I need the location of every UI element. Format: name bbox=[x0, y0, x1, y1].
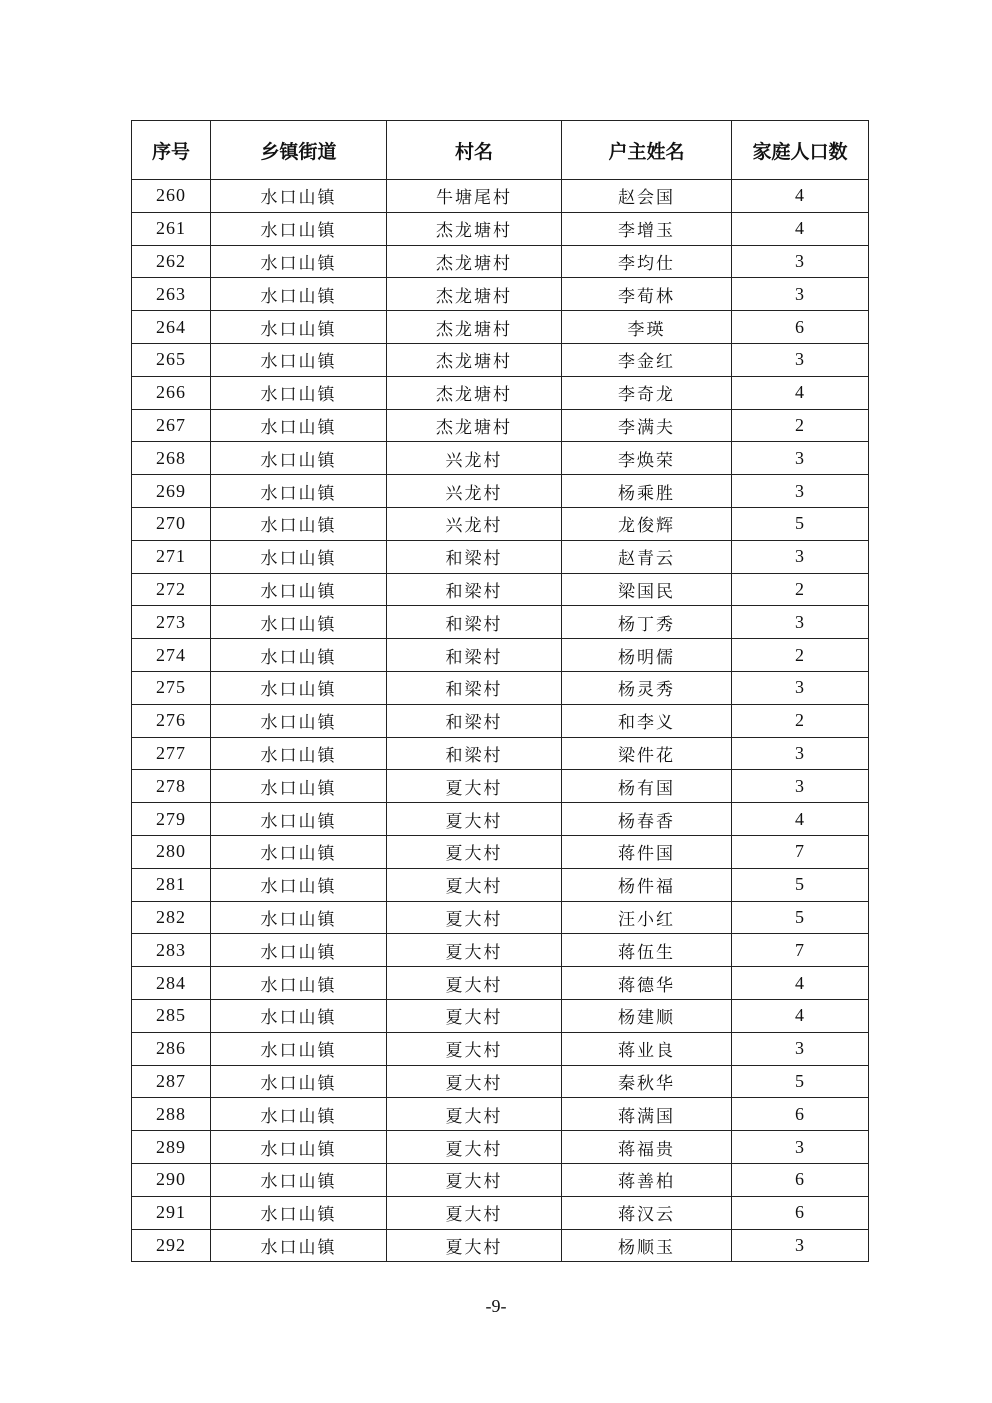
cell-village: 和梁村 bbox=[387, 704, 562, 737]
cell-village: 夏大村 bbox=[387, 999, 562, 1032]
cell-seq: 285 bbox=[132, 999, 211, 1032]
table-row bbox=[132, 671, 869, 704]
cell-village: 夏大村 bbox=[387, 1131, 562, 1164]
cell-family-size: 5 bbox=[732, 868, 869, 901]
header-village: 村名 bbox=[387, 121, 562, 180]
cell-seq: 287 bbox=[132, 1065, 211, 1098]
header-township: 乡镇街道 bbox=[211, 121, 387, 180]
cell-family-size: 3 bbox=[732, 245, 869, 278]
cell-householder: 汪小红 bbox=[562, 901, 732, 934]
table-row bbox=[132, 1131, 869, 1164]
table-row bbox=[132, 573, 869, 606]
cell-householder: 杨春香 bbox=[562, 803, 732, 836]
cell-householder: 蒋伍生 bbox=[562, 934, 732, 967]
cell-householder: 杨丁秀 bbox=[562, 606, 732, 639]
table-row bbox=[132, 442, 869, 475]
table-row bbox=[132, 311, 869, 344]
cell-seq: 282 bbox=[132, 901, 211, 934]
table-body bbox=[132, 180, 869, 1262]
cell-village: 杰龙塘村 bbox=[387, 343, 562, 376]
table-row bbox=[132, 475, 869, 508]
cell-seq: 273 bbox=[132, 606, 211, 639]
cell-seq: 262 bbox=[132, 245, 211, 278]
cell-township: 水口山镇 bbox=[211, 835, 387, 868]
cell-householder: 梁国民 bbox=[562, 573, 732, 606]
cell-family-size: 4 bbox=[732, 967, 869, 1000]
cell-township: 水口山镇 bbox=[211, 704, 387, 737]
table-row bbox=[132, 212, 869, 245]
cell-seq: 260 bbox=[132, 180, 211, 213]
cell-family-size: 7 bbox=[732, 934, 869, 967]
table-row bbox=[132, 770, 869, 803]
cell-village: 兴龙村 bbox=[387, 442, 562, 475]
table-row bbox=[132, 540, 869, 573]
table-row bbox=[132, 278, 869, 311]
cell-householder: 蒋福贵 bbox=[562, 1131, 732, 1164]
table-row bbox=[132, 934, 869, 967]
cell-township: 水口山镇 bbox=[211, 606, 387, 639]
cell-seq: 275 bbox=[132, 671, 211, 704]
cell-householder: 赵青云 bbox=[562, 540, 732, 573]
cell-township: 水口山镇 bbox=[211, 803, 387, 836]
cell-householder: 蒋德华 bbox=[562, 967, 732, 1000]
cell-village: 夏大村 bbox=[387, 1229, 562, 1262]
table-row bbox=[132, 1163, 869, 1196]
cell-family-size: 2 bbox=[732, 573, 869, 606]
table-row bbox=[132, 409, 869, 442]
cell-seq: 261 bbox=[132, 212, 211, 245]
cell-township: 水口山镇 bbox=[211, 934, 387, 967]
cell-township: 水口山镇 bbox=[211, 639, 387, 672]
cell-seq: 289 bbox=[132, 1131, 211, 1164]
table-row bbox=[132, 1032, 869, 1065]
cell-householder: 李增玉 bbox=[562, 212, 732, 245]
cell-householder: 李奇龙 bbox=[562, 376, 732, 409]
table-row bbox=[132, 835, 869, 868]
cell-village: 和梁村 bbox=[387, 573, 562, 606]
cell-township: 水口山镇 bbox=[211, 212, 387, 245]
cell-seq: 271 bbox=[132, 540, 211, 573]
cell-seq: 291 bbox=[132, 1196, 211, 1229]
cell-township: 水口山镇 bbox=[211, 967, 387, 1000]
cell-township: 水口山镇 bbox=[211, 1163, 387, 1196]
table-row bbox=[132, 376, 869, 409]
cell-township: 水口山镇 bbox=[211, 376, 387, 409]
cell-seq: 266 bbox=[132, 376, 211, 409]
cell-seq: 290 bbox=[132, 1163, 211, 1196]
cell-township: 水口山镇 bbox=[211, 737, 387, 770]
cell-family-size: 2 bbox=[732, 704, 869, 737]
cell-family-size: 3 bbox=[732, 1229, 869, 1262]
cell-family-size: 3 bbox=[732, 671, 869, 704]
cell-village: 夏大村 bbox=[387, 901, 562, 934]
cell-village: 牛塘尾村 bbox=[387, 180, 562, 213]
cell-village: 和梁村 bbox=[387, 540, 562, 573]
cell-householder: 蒋满国 bbox=[562, 1098, 732, 1131]
cell-township: 水口山镇 bbox=[211, 475, 387, 508]
cell-village: 杰龙塘村 bbox=[387, 245, 562, 278]
cell-township: 水口山镇 bbox=[211, 540, 387, 573]
cell-village: 兴龙村 bbox=[387, 475, 562, 508]
cell-township: 水口山镇 bbox=[211, 180, 387, 213]
cell-householder: 蒋件国 bbox=[562, 835, 732, 868]
cell-family-size: 3 bbox=[732, 770, 869, 803]
cell-householder: 秦秋华 bbox=[562, 1065, 732, 1098]
cell-township: 水口山镇 bbox=[211, 343, 387, 376]
cell-seq: 268 bbox=[132, 442, 211, 475]
cell-family-size: 4 bbox=[732, 803, 869, 836]
cell-village: 和梁村 bbox=[387, 737, 562, 770]
cell-township: 水口山镇 bbox=[211, 868, 387, 901]
cell-householder: 龙俊辉 bbox=[562, 507, 732, 540]
cell-township: 水口山镇 bbox=[211, 278, 387, 311]
cell-householder: 李焕荣 bbox=[562, 442, 732, 475]
cell-seq: 279 bbox=[132, 803, 211, 836]
cell-township: 水口山镇 bbox=[211, 901, 387, 934]
cell-householder: 杨建顺 bbox=[562, 999, 732, 1032]
cell-family-size: 4 bbox=[732, 999, 869, 1032]
cell-seq: 292 bbox=[132, 1229, 211, 1262]
table-row bbox=[132, 606, 869, 639]
cell-family-size: 3 bbox=[732, 343, 869, 376]
cell-seq: 263 bbox=[132, 278, 211, 311]
cell-seq: 264 bbox=[132, 311, 211, 344]
table-row bbox=[132, 901, 869, 934]
cell-householder: 杨乘胜 bbox=[562, 475, 732, 508]
cell-family-size: 3 bbox=[732, 540, 869, 573]
cell-family-size: 5 bbox=[732, 507, 869, 540]
cell-village: 夏大村 bbox=[387, 967, 562, 1000]
cell-seq: 272 bbox=[132, 573, 211, 606]
cell-township: 水口山镇 bbox=[211, 1131, 387, 1164]
cell-seq: 280 bbox=[132, 835, 211, 868]
cell-township: 水口山镇 bbox=[211, 1032, 387, 1065]
cell-township: 水口山镇 bbox=[211, 1098, 387, 1131]
cell-township: 水口山镇 bbox=[211, 442, 387, 475]
cell-seq: 269 bbox=[132, 475, 211, 508]
header-seq: 序号 bbox=[132, 121, 211, 180]
cell-family-size: 3 bbox=[732, 1131, 869, 1164]
cell-township: 水口山镇 bbox=[211, 1065, 387, 1098]
page-number: -9- bbox=[485, 1296, 507, 1316]
cell-family-size: 6 bbox=[732, 1098, 869, 1131]
cell-seq: 288 bbox=[132, 1098, 211, 1131]
cell-family-size: 6 bbox=[732, 1163, 869, 1196]
cell-householder: 蒋汉云 bbox=[562, 1196, 732, 1229]
cell-family-size: 2 bbox=[732, 409, 869, 442]
table-row bbox=[132, 868, 869, 901]
table-row bbox=[132, 1098, 869, 1131]
cell-family-size: 3 bbox=[732, 1032, 869, 1065]
cell-householder: 李满夫 bbox=[562, 409, 732, 442]
cell-village: 夏大村 bbox=[387, 868, 562, 901]
cell-village: 夏大村 bbox=[387, 1163, 562, 1196]
cell-family-size: 5 bbox=[732, 901, 869, 934]
cell-family-size: 5 bbox=[732, 1065, 869, 1098]
cell-seq: 286 bbox=[132, 1032, 211, 1065]
cell-householder: 赵会国 bbox=[562, 180, 732, 213]
cell-family-size: 2 bbox=[732, 639, 869, 672]
cell-family-size: 6 bbox=[732, 311, 869, 344]
cell-family-size: 3 bbox=[732, 475, 869, 508]
table-row bbox=[132, 1065, 869, 1098]
cell-village: 杰龙塘村 bbox=[387, 409, 562, 442]
cell-family-size: 3 bbox=[732, 606, 869, 639]
table-row bbox=[132, 999, 869, 1032]
cell-householder: 蒋善柏 bbox=[562, 1163, 732, 1196]
cell-village: 杰龙塘村 bbox=[387, 311, 562, 344]
cell-village: 夏大村 bbox=[387, 1065, 562, 1098]
cell-family-size: 4 bbox=[732, 212, 869, 245]
cell-householder: 杨件福 bbox=[562, 868, 732, 901]
cell-village: 夏大村 bbox=[387, 1098, 562, 1131]
cell-seq: 265 bbox=[132, 343, 211, 376]
cell-township: 水口山镇 bbox=[211, 1229, 387, 1262]
cell-family-size: 3 bbox=[732, 737, 869, 770]
cell-householder: 李荀林 bbox=[562, 278, 732, 311]
table-row bbox=[132, 343, 869, 376]
cell-seq: 274 bbox=[132, 639, 211, 672]
cell-seq: 278 bbox=[132, 770, 211, 803]
table-row bbox=[132, 967, 869, 1000]
table-row bbox=[132, 180, 869, 213]
cell-village: 夏大村 bbox=[387, 835, 562, 868]
header-row bbox=[132, 121, 869, 180]
cell-village: 夏大村 bbox=[387, 1032, 562, 1065]
cell-seq: 270 bbox=[132, 507, 211, 540]
cell-householder: 杨顺玉 bbox=[562, 1229, 732, 1262]
cell-seq: 284 bbox=[132, 967, 211, 1000]
cell-family-size: 4 bbox=[732, 180, 869, 213]
cell-township: 水口山镇 bbox=[211, 770, 387, 803]
table-row bbox=[132, 639, 869, 672]
cell-village: 夏大村 bbox=[387, 1196, 562, 1229]
header-householder: 户主姓名 bbox=[562, 121, 732, 180]
cell-township: 水口山镇 bbox=[211, 311, 387, 344]
cell-householder: 梁件花 bbox=[562, 737, 732, 770]
household-table bbox=[131, 120, 869, 1262]
cell-householder: 杨有国 bbox=[562, 770, 732, 803]
cell-seq: 283 bbox=[132, 934, 211, 967]
table-row bbox=[132, 507, 869, 540]
cell-village: 夏大村 bbox=[387, 770, 562, 803]
cell-village: 杰龙塘村 bbox=[387, 212, 562, 245]
cell-village: 和梁村 bbox=[387, 671, 562, 704]
cell-householder: 蒋业良 bbox=[562, 1032, 732, 1065]
cell-village: 杰龙塘村 bbox=[387, 376, 562, 409]
cell-village: 杰龙塘村 bbox=[387, 278, 562, 311]
table-row bbox=[132, 1196, 869, 1229]
cell-seq: 277 bbox=[132, 737, 211, 770]
table-row bbox=[132, 245, 869, 278]
cell-village: 夏大村 bbox=[387, 803, 562, 836]
cell-family-size: 3 bbox=[732, 442, 869, 475]
header-family-size: 家庭人口数 bbox=[732, 121, 869, 180]
cell-seq: 267 bbox=[132, 409, 211, 442]
cell-township: 水口山镇 bbox=[211, 999, 387, 1032]
cell-village: 夏大村 bbox=[387, 934, 562, 967]
table-row bbox=[132, 737, 869, 770]
cell-township: 水口山镇 bbox=[211, 573, 387, 606]
cell-township: 水口山镇 bbox=[211, 671, 387, 704]
cell-family-size: 4 bbox=[732, 376, 869, 409]
cell-householder: 杨明儒 bbox=[562, 639, 732, 672]
table-row bbox=[132, 1229, 869, 1262]
cell-township: 水口山镇 bbox=[211, 409, 387, 442]
cell-village: 兴龙村 bbox=[387, 507, 562, 540]
cell-seq: 281 bbox=[132, 868, 211, 901]
cell-householder: 杨灵秀 bbox=[562, 671, 732, 704]
table-row bbox=[132, 803, 869, 836]
cell-village: 和梁村 bbox=[387, 606, 562, 639]
cell-township: 水口山镇 bbox=[211, 507, 387, 540]
cell-family-size: 7 bbox=[732, 835, 869, 868]
cell-householder: 李瑛 bbox=[562, 311, 732, 344]
cell-family-size: 6 bbox=[732, 1196, 869, 1229]
cell-householder: 李金红 bbox=[562, 343, 732, 376]
cell-township: 水口山镇 bbox=[211, 245, 387, 278]
cell-householder: 和李义 bbox=[562, 704, 732, 737]
cell-seq: 276 bbox=[132, 704, 211, 737]
cell-householder: 李均仕 bbox=[562, 245, 732, 278]
cell-village: 和梁村 bbox=[387, 639, 562, 672]
cell-township: 水口山镇 bbox=[211, 1196, 387, 1229]
cell-family-size: 3 bbox=[732, 278, 869, 311]
table-row bbox=[132, 704, 869, 737]
